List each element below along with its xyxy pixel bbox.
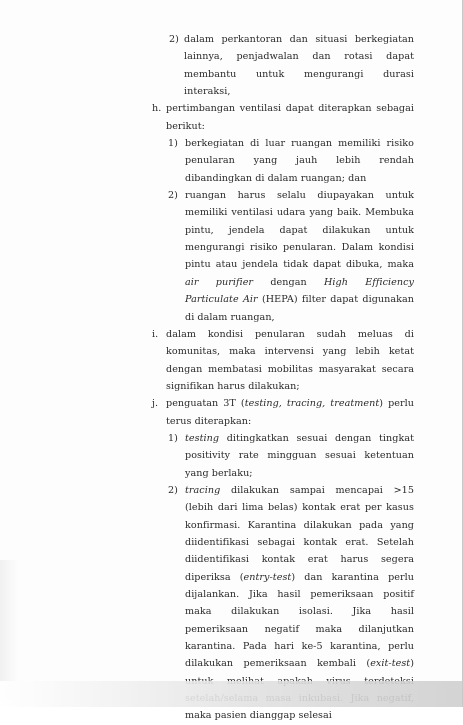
- list-item: [152, 326, 414, 395]
- list-item-text: dalam perkantoran dan situasi berkegiatan lainnya, penjadwalan dan rotasi dapat membantu untuk mengurangi durasi interaksi,: [184, 34, 414, 98]
- document-body: [152, 31, 414, 725]
- list-marker: 2): [168, 484, 178, 496]
- list-item-text: tracing dilakukan sampai mencapai >15 (lebih dari lima belas) kontak erat per kasus konfirmasi. Karantina dilakukan pada yang diidentifikasi sebagai kontak erat. Setelah diidentifikasi kontak erat harus segera diperiksa (entry-test) dan karantina perlu dijalankan. Jika hasil pemeriksaan positif maka dilakukan isolasi. Jika hasil pemeriksaan negatif maka dilanjutkan karantina. Pada hari ke-5 karantina, perlu dilakukan pemeriksaan kembali (exit-test) maka pasien dianggap selesai: [185, 484, 414, 722]
- list-marker: j.: [152, 398, 159, 410]
- scan-shadow-bottom: [0, 681, 462, 707]
- list-item-text: ruangan harus selalu diupayakan untuk memiliki ventilasi udara yang baik. Membuka pintu, jendela dapat dilakukan untuk mengurangi risiko penularan. Dalam kondisi pintu atau jendela tidak dapat dibuka, maka air purifier dengan High Efficiency Particulate Air (HEPA) filter dapat digunakan di dalam ruangan,: [185, 190, 414, 323]
- list-item: [168, 135, 414, 187]
- list-item: [169, 31, 414, 100]
- list-marker: h.: [152, 103, 162, 115]
- list-marker: 2): [169, 34, 179, 45]
- list-marker: 2): [168, 190, 178, 202]
- list-item-text: dalam kondisi penularan sudah meluas di komunitas, maka intervensi yang lebih ketat dengan membatasi mobilitas masyarakat secara signifikan harus dilakukan;: [166, 328, 414, 392]
- list-marker: 1): [168, 138, 178, 150]
- list-item: [152, 100, 414, 135]
- scan-shadow-left: [0, 560, 18, 700]
- list-item-text: penguatan 3T (testing, tracing, treatment) perlu terus diterapkan:: [166, 398, 414, 427]
- list-item-text: pertimbangan ventilasi dapat diterapkan sebagai berikut:: [166, 103, 414, 132]
- list-item: [168, 430, 414, 482]
- list-marker: i.: [152, 328, 159, 340]
- list-item-text: berkegiatan di luar ruangan memiliki risiko penularan yang jauh lebih rendah dibandingkan di dalam ruangan; dan: [185, 138, 414, 184]
- list-marker: 1): [168, 432, 178, 444]
- list-item: [168, 187, 414, 326]
- list-item: [152, 395, 414, 430]
- list-item-text: testing ditingkatkan sesuai dengan tingkat positivity rate mingguan sesuai ketentuan yang berlaku;: [185, 432, 414, 479]
